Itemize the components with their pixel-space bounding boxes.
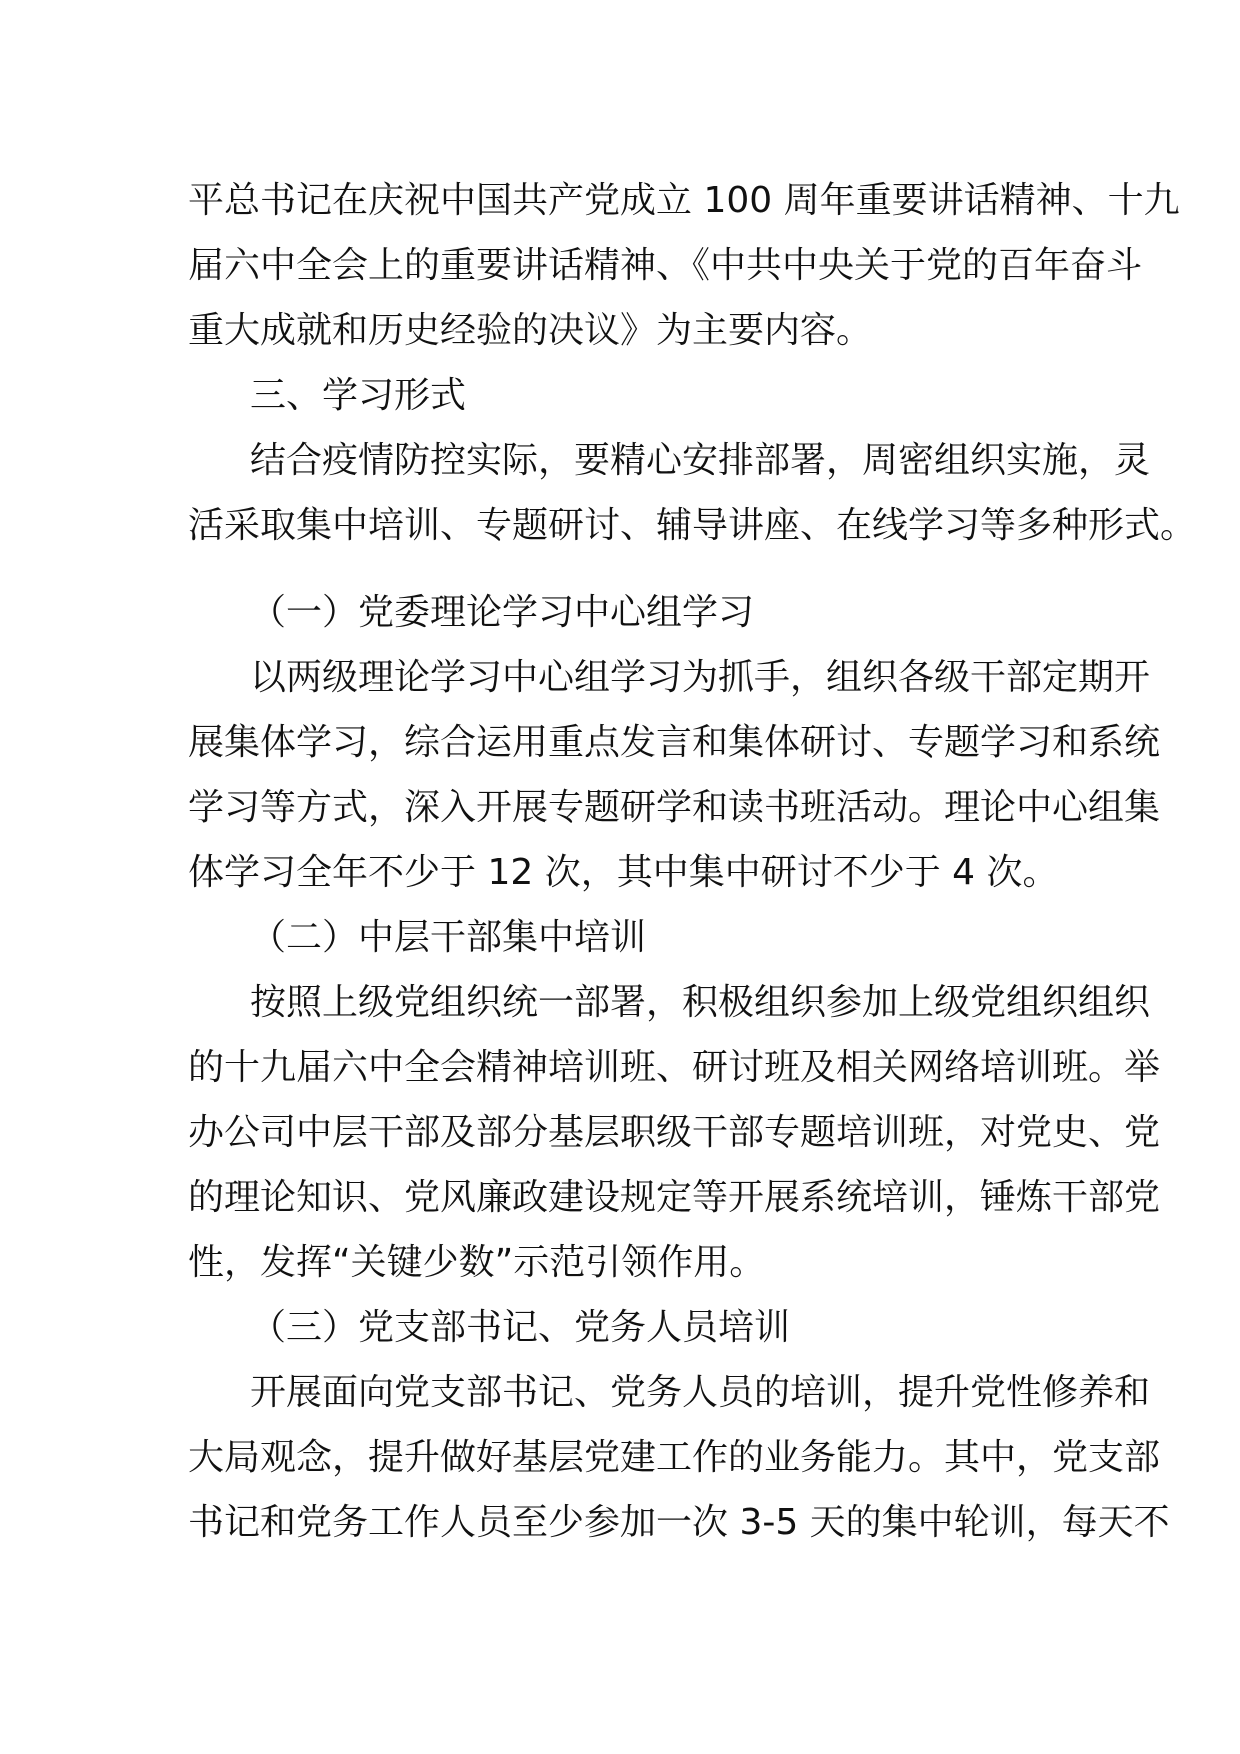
paragraph-line: 学习等方式，深入开展专题研学和读书班活动。理论中心组集: [188, 787, 1161, 828]
paragraph-line: 办公司中层干部及部分基层职级干部专题培训班，对党史、党: [188, 1112, 1161, 1153]
paragraph-gap: [188, 558, 1068, 580]
paragraph-line: 性，发挥“关键少数”示范引领作用。: [188, 1242, 766, 1283]
paragraph-line: 活采取集中培训、专题研讨、辅导讲座、在线学习等多种形式。: [188, 505, 1197, 546]
paragraph-line: 开展面向党支部书记、党务人员的培训，提升党性修养和: [250, 1372, 1151, 1413]
paragraph-line: 体学习全年不少于 12 次，其中集中研讨不少于 4 次。: [188, 852, 1059, 893]
paragraph-line: 届六中全会上的重要讲话精神、《中共中央关于党的百年奋斗: [188, 245, 1143, 286]
paragraph-line: 按照上级党组织统一部署，积极组织参加上级党组织组织: [250, 982, 1151, 1023]
paragraph-line: 以两级理论学习中心组学习为抓手，组织各级干部定期开: [250, 657, 1151, 698]
paragraph-line: 展集体学习，综合运用重点发言和集体研讨、专题学习和系统: [188, 722, 1161, 763]
paragraph-line: 大局观念，提升做好基层党建工作的业务能力。其中，党支部: [188, 1437, 1161, 1478]
paragraph-line: 的十九届六中全会精神培训班、研讨班及相关网络培训班。举: [188, 1047, 1161, 1088]
paragraph-line: 书记和党务工作人员至少参加一次 3-5 天的集中轮训，每天不: [188, 1502, 1170, 1543]
paragraph-line: 的理论知识、党风廉政建设规定等开展系统培训，锤炼干部党: [188, 1177, 1161, 1218]
document-body: [188, 168, 1197, 1555]
paragraph-line: 重大成就和历史经验的决议》为主要内容。: [188, 310, 873, 351]
paragraph-line: 结合疫情防控实际，要精心安排部署，周密组织实施，灵: [250, 440, 1151, 481]
subsection-heading: （三）党支部书记、党务人员培训: [250, 1307, 791, 1348]
paragraph-line: 平总书记在庆祝中国共产党成立 100 周年重要讲话精神、十九: [188, 180, 1180, 221]
subsection-heading: （一）党委理论学习中心组学习: [250, 592, 755, 633]
section-heading: 三、学习形式: [250, 375, 467, 416]
subsection-heading: （二）中层干部集中培训: [250, 917, 647, 958]
